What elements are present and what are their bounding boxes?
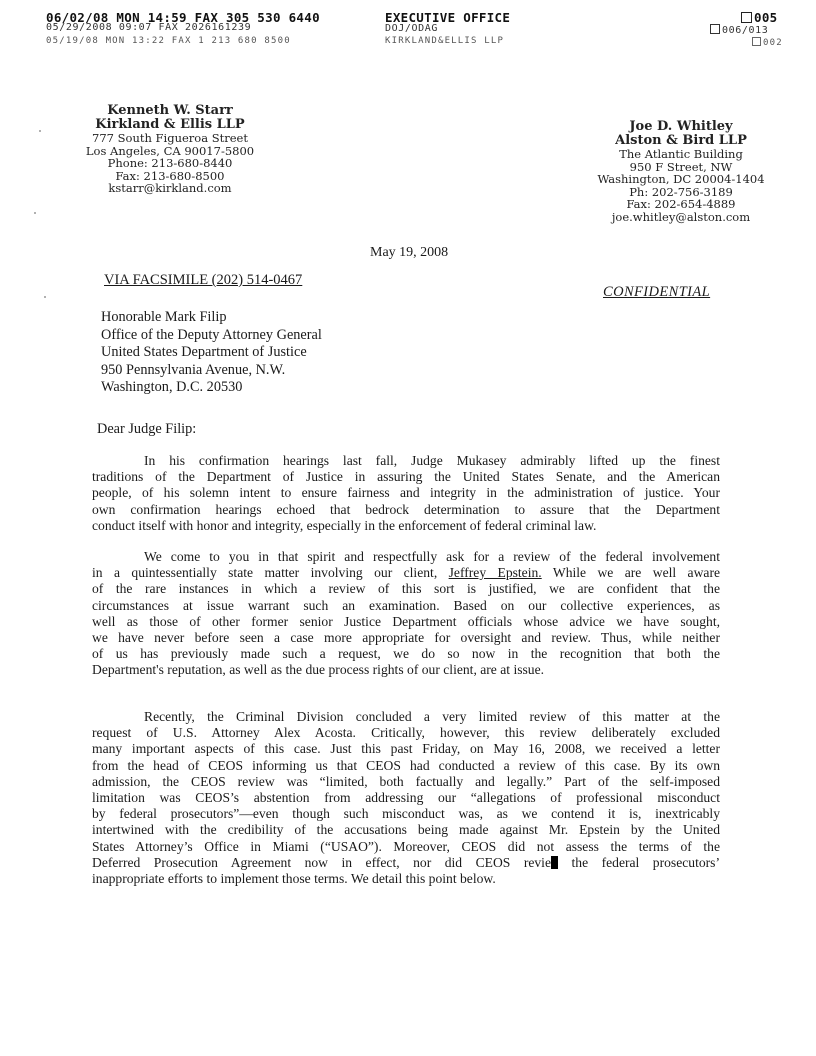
paragraph-2-line: of us has previously made such a request, we do so now in the recognition that both the <box>92 646 720 662</box>
paragraph-2-line: well as those of other former senior Justice Department officials whose advice we have sought, <box>92 613 720 629</box>
sender-right-name: Joe D. Whitley <box>629 119 733 134</box>
sender-left-city: Los Angeles, CA 90017-5800 <box>85 143 255 158</box>
paragraph-2-line: Department's reputation, as well as the due process rights of our client, are at issue. <box>92 662 545 678</box>
recipient-office: Office of the Deputy Attorney General <box>101 326 322 343</box>
paragraph-3-line: request of U.S. Attorney Alex Acosta. Critically, however, this review deliberately excluded <box>92 725 720 741</box>
sender-right-block <box>596 120 766 223</box>
sender-left-street: 777 South Figueroa Street <box>92 131 248 145</box>
scan-speck <box>44 296 46 298</box>
letter-date: May 19, 2008 <box>370 245 449 260</box>
paragraph-2-pre: in a quintessentially state matter involving our client, <box>92 565 438 581</box>
recipient-block <box>101 309 322 397</box>
sender-left-block <box>80 104 260 195</box>
paragraph-2-line: of the rare instances in which a review of this sort is justified, we are confident that the <box>92 581 720 597</box>
paragraph-1-line: traditions of the Department of Justice in assuring the United States Senate, and the American <box>92 469 720 485</box>
fax-page-box-icon <box>710 24 720 34</box>
paragraph-3-line: admission, the CEOS review was “limited, both factually and legally.” Part of the self-imposed <box>92 773 720 789</box>
client-name: Jeffrey Epstein. <box>448 565 542 581</box>
sender-right-fax: Fax: 202-654-4889 <box>626 197 736 211</box>
fax-header-1-office: EXECUTIVE OFFICE <box>385 10 511 25</box>
paragraph-1-line: In his confirmation hearings last fall, Judge Mukasey admirably lifted up the finest <box>144 453 720 468</box>
fax-header-3-page-wrap <box>752 37 783 48</box>
scan-speck <box>39 130 41 132</box>
paragraph-2 <box>92 549 720 679</box>
paragraph-3-line: inappropriate efforts to implement those terms. We detail this point below. <box>92 870 496 886</box>
sender-right-building: The Atlantic Building <box>619 147 743 161</box>
via-facsimile-line: VIA FACSIMILE (202) 514-0467 <box>104 272 303 288</box>
sender-left-name: Kenneth W. Starr <box>107 103 233 118</box>
paragraph-3-line-10-pre: Deferred Prosecution Agreement now in effect, nor did CEOS revie <box>92 854 551 870</box>
paragraph-3-line: States Attorney’s Office in Miami (“USAO”). Moreover, CEOS did not assess the terms of the <box>92 838 720 854</box>
recipient-street: 950 Pennsylvania Avenue, N.W. <box>101 361 286 378</box>
paragraph-1-line: own confirmation hearings echoed that bedrock determination to assure that the Department <box>92 501 720 517</box>
salutation: Dear Judge Filip: <box>97 421 197 437</box>
recipient-dept: United States Department of Justice <box>101 344 307 360</box>
paragraph-3-line-redacted <box>92 855 720 871</box>
paragraph-3 <box>92 709 720 887</box>
paragraph-3-line: many important aspects of this case. Just this past Friday, on May 16, 2008, we received a letter <box>92 741 720 757</box>
scan-speck <box>34 212 36 214</box>
paragraph-3-line: Recently, the Criminal Division concluded a very limited review of this matter at the <box>144 709 720 724</box>
recipient-city: Washington, D.C. 20530 <box>101 379 243 395</box>
sender-right-city: Washington, DC 20004-1404 <box>597 172 765 186</box>
sender-right-phone: Ph: 202-756-3189 <box>629 184 733 199</box>
confidential-label: CONFIDENTIAL <box>603 284 711 300</box>
paragraph-2-line: We come to you in that spirit and respectfully ask for a review of the federal involvement <box>144 549 720 564</box>
sender-left-email: kstarr@kirkland.com <box>108 181 232 195</box>
sender-right-email: joe.whitley@alston.com <box>611 209 751 224</box>
recipient-name: Honorable Mark Filip <box>101 309 227 325</box>
fax-header-3-datetime: 05/19/08 MON 13:22 FAX 1 213 680 8500 <box>46 36 291 46</box>
paragraph-1-line: people, of his solemn intent to ensure fairness and integrity in the administration of justice. Your <box>92 485 720 501</box>
paragraph-2-line: we have never before seen a case more appropriate for oversight and review. Thus, while neither <box>92 629 720 645</box>
fax-header-3-page: 002 <box>763 38 783 48</box>
fax-page-box-icon <box>741 12 752 23</box>
sender-left-phone: Phone: 213-680-8440 <box>107 156 233 170</box>
sender-right-street: 950 F Street, NW <box>629 159 733 174</box>
sender-right-firm: Alston & Bird LLP <box>615 133 747 148</box>
fax-header-1-page: 005 <box>754 10 778 25</box>
fax-page-box-icon <box>752 37 761 46</box>
paragraph-3-line: limitation was CEOS’s abstention from addressing our “allegations of professional misconduct <box>92 789 720 805</box>
fax-header-2-page: 006/013 <box>722 25 769 36</box>
sender-left-fax: Fax: 213-680-8500 <box>115 168 225 183</box>
fax-header-1-page-wrap <box>741 10 777 25</box>
redaction-block <box>551 856 558 869</box>
fax-header-2-datetime: 05/29/2008 09:07 FAX 2026161239 <box>46 22 252 33</box>
paragraph-1 <box>92 453 720 534</box>
sender-left-firm: Kirkland & Ellis LLP <box>95 117 245 132</box>
paragraph-3-line: from the head of CEOS informing us that CEOS had conducted a review of this case. By its own <box>92 757 720 773</box>
paragraph-3-line-10-post: the federal prosecutors’ <box>571 854 721 870</box>
paragraph-2-line-client <box>92 565 720 581</box>
paragraph-3-line: by federal prosecutors”—even though such misconduct was, as we contend it is, inextricably <box>92 806 720 822</box>
paragraph-1-line: conduct itself with honor and integrity, especially in the enforcement of federal criminal law. <box>92 517 597 533</box>
fax-header-1-datetime: 06/02/08 MON 14:59 FAX 305 530 6440 <box>46 10 320 25</box>
paragraph-3-line: intertwined with the credibility of the accusations being made against Mr. Epstein by the United <box>92 822 720 838</box>
fax-header-2-office: DOJ/ODAG <box>385 23 438 34</box>
paragraph-2-post: While we are well aware <box>552 565 720 581</box>
fax-header-2-page-wrap <box>710 24 768 36</box>
fax-header-3-office: KIRKLAND&ELLIS LLP <box>385 36 505 46</box>
paragraph-2-line: circumstances at issue warrant such an examination. Based on our collective experiences, as <box>92 597 720 613</box>
